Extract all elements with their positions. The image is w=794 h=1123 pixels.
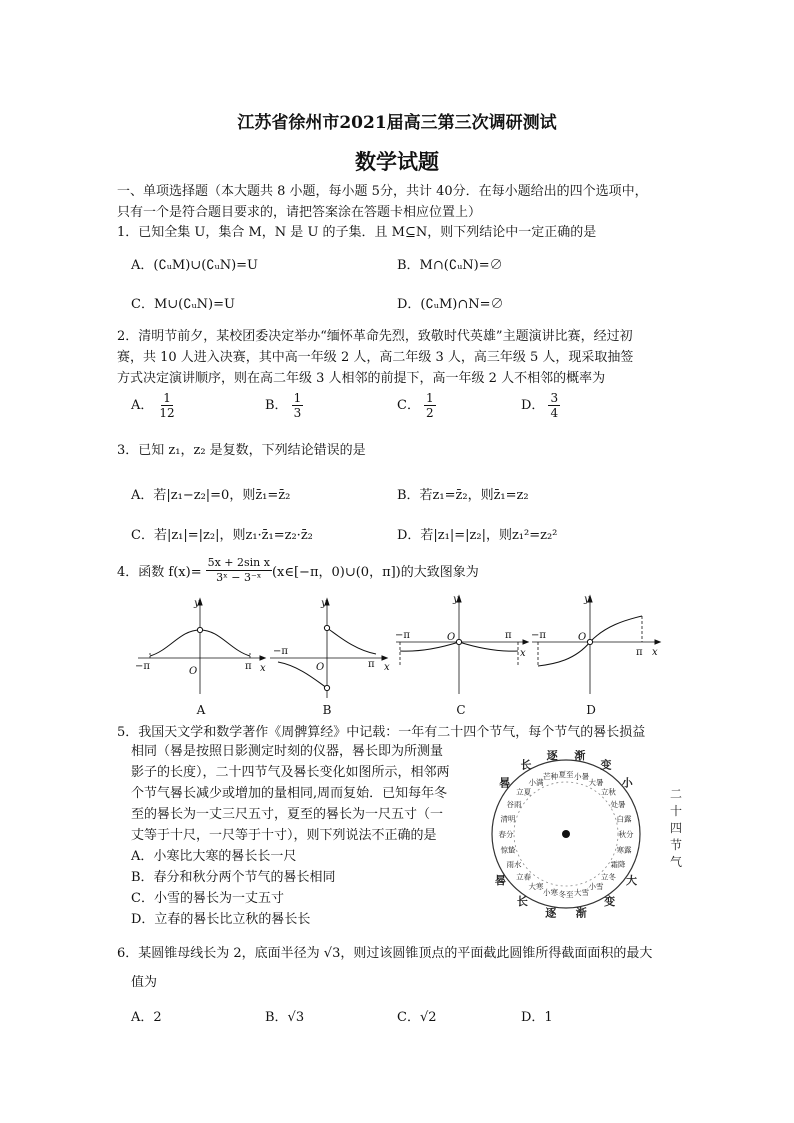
- curve: [327, 628, 376, 654]
- q4-graph-options: [130, 594, 670, 700]
- origin-label: O: [316, 662, 325, 673]
- q2-fraction: [548, 391, 560, 420]
- q2-option-c: [397, 391, 436, 420]
- solar-terms-diagram: [484, 750, 694, 925]
- q4-suffix: (x∈[−π，0)∪(0，π])的大致图象为: [271, 565, 479, 580]
- q2-option-b: [265, 391, 303, 420]
- solar-term-label: 芒种: [543, 772, 558, 781]
- graph-label-a: A: [196, 703, 206, 717]
- fraction-numerator: 5x + 2sin x: [207, 556, 270, 569]
- arc-bottom-char: 长: [516, 895, 528, 909]
- q2-line3: 方式决定演讲顺序，则在高二年级 3 人相邻的前提下，高一年级 2 人不相邻的概率为: [117, 371, 606, 386]
- side-text-char: 节: [669, 838, 683, 852]
- graph-d: [531, 594, 660, 694]
- arrow-icon: [523, 640, 528, 644]
- q2-line1: 2．清明节前夕，某校团委决定举办“缅怀革命先烈，致敬时代英雄”主题演讲比赛，经过初: [117, 329, 633, 344]
- arrow-icon: [260, 656, 265, 660]
- q2-line2: 赛，共 10 人进入决赛，其中高一年级 2 人，高二年级 3 人，高三年级 5 人，现采取抽签: [117, 350, 634, 365]
- open-point: [456, 639, 461, 644]
- section-heading-line1: 一、单项选择题（本大题共 8 小题，每小题 5分，共计 40分．在每小题给出的四个选项中，: [117, 184, 648, 199]
- solar-term-label: 白露: [616, 814, 632, 824]
- q2-option-letter: A．: [131, 398, 154, 413]
- q3-option-b: B．若z₁=z̄₂，则z̄₁=z₂: [397, 488, 529, 503]
- q2-fraction: [292, 391, 304, 420]
- open-point: [587, 639, 592, 644]
- arc-top-char: 逐: [546, 750, 558, 763]
- q5-line4: 个节气晷长减少或增加的量相同,周而复始．已知每年冬: [131, 786, 448, 801]
- y-label: y: [194, 598, 200, 609]
- x-label: x: [384, 662, 390, 673]
- q2-option-letter: C．: [397, 398, 420, 413]
- q6-line2: 值为: [131, 975, 158, 990]
- x-label: x: [520, 648, 526, 659]
- section-heading-line2: 只有一个是符合题目要求的，请把答案涂在答题卡相应位置上）: [117, 205, 482, 220]
- q2-option-letter: D．: [521, 398, 545, 413]
- solar-term-label: 雨水: [506, 860, 522, 869]
- q5-line5: 至的晷长为一丈三尺五寸，夏至的晷长为一尺五寸（一: [131, 807, 444, 822]
- side-text-char: 二: [669, 787, 683, 801]
- solar-term-label: 小雪: [588, 882, 604, 891]
- tick-label: π: [636, 647, 643, 658]
- q1-option-c: C．M∪(∁ᵤN)=U: [131, 297, 235, 312]
- fraction-numerator: 3: [550, 391, 559, 405]
- q6-option-d: D．1: [521, 1010, 553, 1025]
- solar-term-label: 立冬: [600, 872, 616, 882]
- tick-label: π: [245, 661, 252, 672]
- fraction-denominator: 3: [293, 406, 302, 420]
- solar-term-label: 处暑: [610, 800, 626, 809]
- solar-term-label: 惊蛰: [500, 845, 516, 855]
- exam-subtitle: 数学试题: [355, 149, 439, 174]
- q3-option-c: C．若|z₁|=|z₂|，则z₁·z̄₁=z₂·z̄₂: [131, 528, 313, 543]
- arc-bottom-char: 逐: [545, 906, 557, 920]
- q5-line1: 5．我国天文学和数学著作《周髀算经》中记载：一年有二十四个节气，每个节气的晷长损益: [117, 725, 646, 740]
- solar-term-label: 小满: [528, 778, 544, 787]
- y-label: y: [584, 594, 590, 605]
- q3-stem: 3．已知 z₁，z₂ 是复数，下列结论错误的是: [117, 443, 366, 458]
- arc-top-char: 变: [600, 758, 612, 772]
- q2-option-d: [521, 391, 560, 420]
- q1-option-d: D．(∁ᵤM)∩N=∅: [397, 297, 504, 312]
- q2-fraction: [424, 391, 436, 420]
- fraction-numerator: 1: [293, 391, 302, 405]
- q6-option-b: B．√3: [265, 1010, 305, 1025]
- solar-term-label: 大雪: [574, 888, 589, 897]
- fraction-numerator: 1: [163, 391, 171, 405]
- origin-label: O: [578, 632, 587, 643]
- solar-term-label: 立夏: [516, 787, 532, 797]
- solar-term-label: 冬至: [558, 890, 574, 899]
- exam-title: 江苏省徐州市2021届高三第三次调研测试: [237, 113, 557, 133]
- fraction-denominator: 3ˣ − 3⁻ˣ: [216, 571, 262, 584]
- q2-option-a: [131, 391, 177, 420]
- arc-top-char: 晷: [499, 776, 511, 790]
- open-point: [197, 627, 202, 632]
- fraction-denominator: 12: [159, 406, 175, 420]
- graph-label-d: D: [586, 703, 596, 717]
- arc-top-char: 渐: [574, 750, 586, 763]
- q5-option-d: D．立春的晷长比立秋的晷长长: [131, 912, 311, 927]
- q4-prefix: 4．函数 f(x)=: [117, 565, 202, 580]
- side-text-char: 四: [669, 821, 683, 835]
- side-text-char: 气: [669, 855, 683, 869]
- q2-fraction: [157, 391, 176, 420]
- y-label: y: [453, 594, 459, 605]
- tick-label: −π: [531, 630, 546, 641]
- q3-option-a: A．若|z₁−z₂|=0，则z̄₁=z̄₂: [131, 488, 291, 503]
- tick-label: −π: [135, 661, 150, 672]
- arrow-icon: [655, 640, 660, 644]
- tick-label: π: [505, 630, 512, 641]
- q4-stem: [117, 556, 479, 585]
- q1-option-b: B．M∩(∁ᵤN)=∅: [397, 258, 503, 273]
- graph-label-b: B: [322, 703, 332, 717]
- fraction-denominator: 4: [550, 406, 559, 420]
- q5-line2: 相同（晷是按照日影测定时刻的仪器，晷长即为所测量: [131, 744, 444, 759]
- q6-option-a: A．2: [131, 1010, 162, 1025]
- solar-term-label: 霜降: [610, 860, 626, 869]
- arc-bottom-char: 大: [626, 873, 637, 887]
- q5-option-b: B．春分和秋分两个节气的晷长相同: [131, 870, 336, 885]
- graph-label-c: C: [456, 703, 466, 717]
- q5-line6: 丈等于十尺，一尺等于十寸），则下列说法不正确的是: [131, 828, 437, 843]
- solar-term-label: 谷雨: [506, 800, 522, 809]
- arc-bottom-char: 变: [604, 895, 616, 909]
- arc-top-char: 小: [621, 776, 633, 790]
- solar-term-label: 清明: [500, 814, 516, 824]
- open-point: [324, 685, 329, 690]
- x-label: x: [652, 647, 658, 658]
- tick-label: π: [368, 659, 375, 670]
- solar-term-label: 小暑: [574, 772, 589, 781]
- x-label: x: [260, 663, 266, 674]
- solar-term-label: 大暑: [588, 778, 604, 787]
- arc-bottom-char: 晷: [495, 873, 506, 887]
- center-dot: [562, 830, 570, 838]
- origin-label: O: [447, 632, 456, 643]
- q1-option-a: A．(∁ᵤM)∪(∁ᵤN)=U: [131, 258, 259, 273]
- solar-term-label: 秋分: [618, 830, 634, 839]
- fraction-numerator: 1: [425, 391, 434, 405]
- arc-top-char: 长: [520, 758, 532, 772]
- side-text-char: 十: [669, 804, 683, 818]
- solar-term-label: 寒露: [616, 845, 632, 855]
- q1-stem: 1．已知全集 U，集合 M，N 是 U 的子集．且 M⊆N，则下列结论中一定正确的是: [117, 225, 597, 240]
- arc-bottom-char: 渐: [575, 906, 587, 920]
- graph-c: [395, 594, 528, 694]
- y-label: y: [321, 598, 327, 609]
- arrow-icon: [382, 656, 387, 660]
- q5-line3: 影子的长度），二十四节气及晷长变化如图所示，相邻两: [131, 765, 450, 780]
- open-point: [324, 625, 329, 630]
- q5-option-a: A．小寒比大寒的晷长长一尺: [131, 849, 297, 864]
- q4-fraction: [206, 556, 272, 585]
- q5-option-c: C．小雪的晷长为一丈五寸: [131, 891, 284, 906]
- tick-label: −π: [273, 646, 288, 657]
- q3-option-d: D．若|z₁|=|z₂|，则z₁²=z₂²: [397, 528, 558, 543]
- graph-a: [135, 598, 266, 694]
- solar-term-label: 春分: [498, 830, 514, 839]
- solar-term-label: 小寒: [543, 888, 558, 897]
- q6-option-c: C．√2: [397, 1010, 437, 1025]
- solar-term-label: 夏至: [558, 770, 574, 779]
- solar-term-label: 立春: [516, 872, 532, 882]
- fraction-denominator: 2: [425, 406, 434, 420]
- solar-term-label: 大寒: [528, 882, 544, 891]
- solar-term-label: 立秋: [600, 787, 616, 797]
- tick-label: −π: [395, 630, 410, 641]
- q2-option-letter: B．: [265, 398, 288, 413]
- graph-b: [270, 598, 390, 698]
- origin-label: O: [189, 666, 198, 677]
- q6-line1: 6．某圆锥母线长为 2，底面半径为 √3，则过该圆锥顶点的平面截此圆锥所得截面面积的最大: [117, 946, 653, 961]
